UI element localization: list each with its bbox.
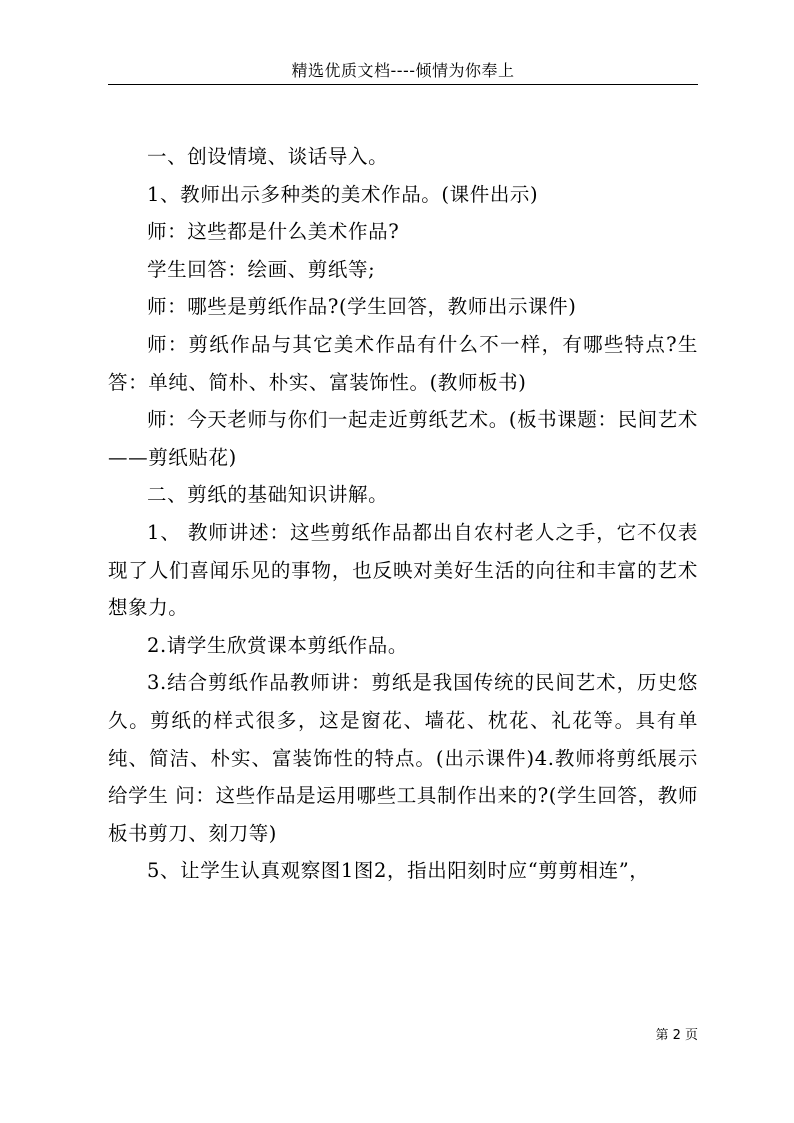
paragraph: 二、剪纸的基础知识讲解。 xyxy=(147,483,389,507)
paragraph: 1、 教师讲述：这些剪纸作品都出自农村老人之手，它不仅表现了人们喜闻乐见的事物，也反映对美好生活的向往和丰富的艺术想象力。 xyxy=(108,520,698,620)
paragraph: 1、教师出示多种类的美术作品。(课件出示) xyxy=(147,182,539,206)
paragraph: 师：这些都是什么美术作品? xyxy=(147,220,400,244)
page-number: 第 2 页 xyxy=(655,1028,698,1043)
paragraph: 2.请学生欣赏课本剪纸作品。 xyxy=(147,633,409,657)
paragraph: 学生回答：绘画、剪纸等; xyxy=(147,257,376,281)
paragraph: 师：剪纸作品与其它美术作品有什么不一样，有哪些特点?生答：单纯、简朴、朴实、富装饰性。(教师板书) xyxy=(108,332,698,394)
paragraph: 3.结合剪纸作品教师讲：剪纸是我国传统的民间艺术，历史悠久。剪纸的样式很多，这是窗花、墙花、枕花、礼花等。具有单纯、简洁、朴实、富装饰性的特点。(出示课件)4.教师将剪纸展示给学生 问：这些作品是运用哪些工具制作出来的?(学生回答，教师板书剪刀、刻刀等) xyxy=(108,671,698,845)
page-header-title: 精选优质文档----倾情为你奉上 xyxy=(291,61,515,80)
paragraph: 师：今天老师与你们一起走近剪纸艺术。(板书课题：民间艺术——剪纸贴花) xyxy=(108,408,698,469)
header-divider xyxy=(108,84,698,85)
paragraph: 一、创设情境、谈话导入。 xyxy=(147,145,389,168)
paragraph: 师：哪些是剪纸作品?(学生回答，教师出示课件) xyxy=(147,295,577,319)
paragraph: 5、让学生认真观察图1图2，指出阳刻时应“剪剪相连”， xyxy=(147,859,650,883)
document-body xyxy=(108,138,698,890)
